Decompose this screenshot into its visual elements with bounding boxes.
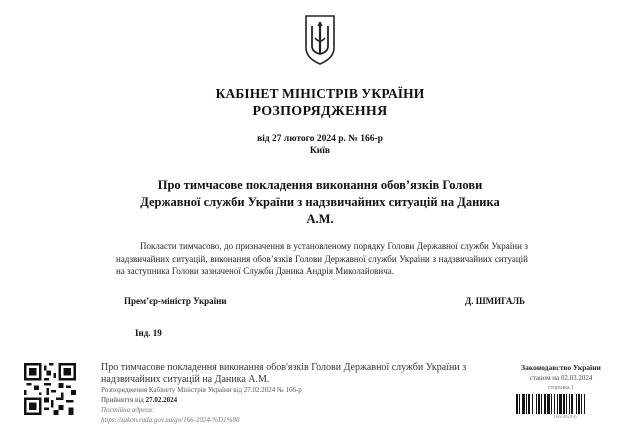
barcode-bar <box>526 394 527 414</box>
barcode-bar <box>581 394 582 414</box>
signatory-title: Прем’єр-міністр України <box>124 296 227 306</box>
barcode-bar <box>584 394 585 414</box>
barcode-bar <box>532 394 533 414</box>
barcode-bar <box>538 394 540 414</box>
stamp-title: Законодавство України <box>521 363 601 372</box>
barcode-bar <box>566 394 567 414</box>
barcode-bar <box>551 394 552 414</box>
barcode-bar <box>528 394 530 414</box>
stamp-status: станом на 02.03.2024 <box>529 374 593 382</box>
issuer-heading: КАБІНЕТ МІНІСТРІВ УКРАЇНИ <box>215 86 425 101</box>
barcode-bar <box>569 394 570 414</box>
document-index: Інд. 19 <box>135 328 162 338</box>
barcode-bar <box>522 394 525 414</box>
barcode-bar <box>541 394 542 414</box>
barcode-bar <box>519 394 520 414</box>
barcode-icon <box>516 394 614 414</box>
footer-effective <box>101 396 177 404</box>
barcode-bar <box>578 394 580 414</box>
footer-effective-date: 27.02.2024 <box>145 396 178 404</box>
document-type: РОЗПОРЯДЖЕННЯ <box>252 104 388 119</box>
barcode-bar <box>516 394 518 414</box>
barcode-bar <box>563 394 565 414</box>
document-body <box>116 240 528 278</box>
signatory-name: Д. ШМИГАЛЬ <box>465 296 525 306</box>
footer-url-link[interactable]: https://zakon.rada.gov.ua/go/166-2024-%D1%80 <box>101 416 240 424</box>
barcode-bar <box>547 394 550 414</box>
barcode-bar <box>554 394 555 414</box>
trident-emblem-icon <box>303 14 337 66</box>
document-dateline: від 27 лютого 2024 р. № 166-р <box>257 134 383 144</box>
stamp-page: сторінка 1 <box>547 385 575 391</box>
footer-document-title: Про тимчасове покладення виконання обов'язків Голови Державної служби України з надзвичайних ситуацій на Даника А.М. <box>101 362 467 385</box>
barcode-number: 166-2024-р <box>553 415 577 420</box>
footer-status: Постійна адреса: <box>101 406 155 414</box>
barcode-bar <box>571 394 573 414</box>
footer-effective-label: Прийняття від <box>101 396 144 404</box>
qr-code-icon[interactable] <box>24 363 76 415</box>
barcode-bar <box>576 394 577 414</box>
barcode-bar <box>559 394 562 414</box>
footer-document-meta: Розпорядження Кабінету Міністрів України від 27.02.2024 № 166-р <box>101 386 302 394</box>
document-title: Про тимчасове покладення виконання обов’язків Голови Державної служби України з надзвичайних ситуацій на Даника А.М. <box>140 178 500 226</box>
barcode-bar <box>536 394 537 414</box>
document-city: Київ <box>309 146 331 156</box>
body-paragraph: Покласти тимчасово, до призначення в установленому порядку Голови Державної служби України з надзвичайних ситуацій, виконання обов’язків Голови Державної служби України з надзвичайних ситуацій на заступника Голови зазначеної Служби Даника Андрія Миколайовича. <box>116 241 528 276</box>
barcode-bar <box>557 394 558 414</box>
barcode-bar <box>544 394 546 414</box>
